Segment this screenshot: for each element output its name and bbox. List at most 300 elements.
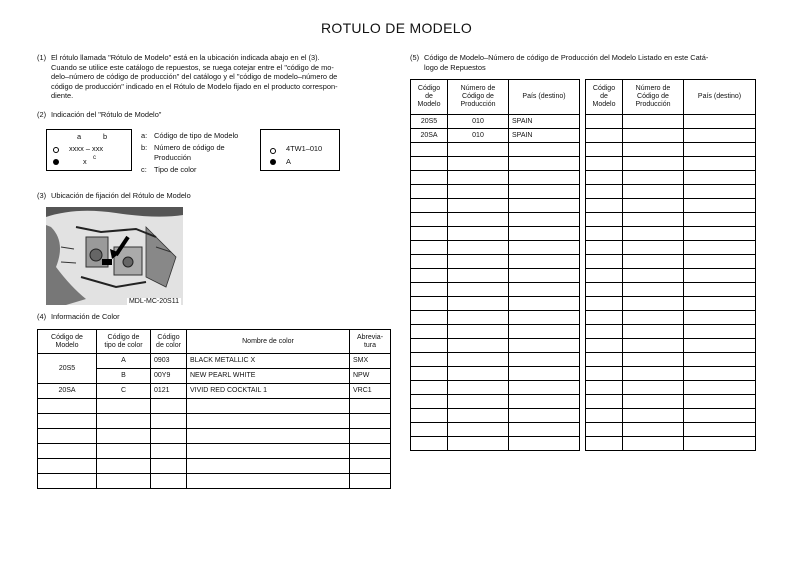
empty-row: [38, 444, 391, 459]
motorcycle-frame-illustration: [46, 207, 183, 305]
empty-cell: [623, 409, 684, 423]
empty-cell: [411, 269, 448, 283]
empty-row: [586, 185, 756, 199]
empty-cell: [509, 437, 580, 451]
empty-row: [411, 395, 580, 409]
empty-cell: [684, 423, 756, 437]
table-header-row: [586, 80, 756, 115]
empty-cell: [448, 409, 509, 423]
cell-name: NEW PEARL WHITE: [187, 369, 350, 384]
empty-cell: [586, 367, 623, 381]
cell-abbr: SMX: [350, 354, 391, 369]
empty-cell: [411, 423, 448, 437]
empty-cell: [448, 171, 509, 185]
empty-cell: [623, 437, 684, 451]
filled-circle-icon: [270, 159, 276, 165]
cell-country: SPAIN: [509, 115, 580, 129]
empty-cell: [586, 297, 623, 311]
empty-cell: [623, 381, 684, 395]
cell-model: 20SA: [38, 384, 97, 399]
model-label-marker: [102, 259, 112, 265]
empty-cell: [509, 409, 580, 423]
production-left-empty-rows: [411, 143, 580, 451]
empty-cell: [684, 157, 756, 171]
empty-cell: [448, 367, 509, 381]
empty-cell: [411, 367, 448, 381]
empty-cell: [448, 353, 509, 367]
empty-cell: [623, 269, 684, 283]
empty-cell: [586, 353, 623, 367]
label-legend: [141, 131, 261, 177]
cell-model: 20S5: [38, 354, 97, 384]
empty-cell: [38, 459, 97, 474]
header-model-code: Código de Modelo: [586, 80, 623, 115]
empty-row: [411, 185, 580, 199]
empty-cell: [684, 325, 756, 339]
empty-cell: [448, 255, 509, 269]
empty-cell: [38, 444, 97, 459]
empty-cell: [509, 255, 580, 269]
empty-cell: [586, 199, 623, 213]
empty-cell: [411, 227, 448, 241]
empty-cell: [97, 459, 151, 474]
empty-cell: [448, 143, 509, 157]
empty-cell: [448, 283, 509, 297]
empty-cell: [684, 143, 756, 157]
empty-cell: [623, 325, 684, 339]
empty-cell: [684, 129, 756, 143]
empty-row: [586, 423, 756, 437]
section-2-heading: Indicación del "Rótulo de Modelo": [51, 110, 162, 119]
empty-cell: [684, 297, 756, 311]
empty-cell: [411, 409, 448, 423]
empty-row: [411, 367, 580, 381]
table-header-row: [411, 80, 580, 115]
empty-row: [411, 269, 580, 283]
empty-row: [586, 199, 756, 213]
empty-cell: [684, 213, 756, 227]
cell-model: 20SA: [411, 129, 448, 143]
empty-cell: [623, 283, 684, 297]
section-1-number: (1): [37, 53, 47, 62]
empty-cell: [448, 381, 509, 395]
empty-cell: [38, 429, 97, 444]
empty-cell: [684, 115, 756, 129]
empty-row: [586, 255, 756, 269]
empty-cell: [586, 437, 623, 451]
empty-cell: [509, 395, 580, 409]
section-5-number: (5): [410, 53, 420, 62]
image-caption: MDL-MC-20S11: [128, 298, 179, 305]
empty-cell: [411, 199, 448, 213]
section-2: [37, 110, 382, 120]
empty-cell: [586, 241, 623, 255]
empty-row: [411, 437, 580, 451]
empty-cell: [97, 444, 151, 459]
empty-cell: [151, 459, 187, 474]
empty-cell: [187, 399, 350, 414]
empty-row: [586, 269, 756, 283]
empty-cell: [509, 381, 580, 395]
header-color-name: Nombre de color: [187, 330, 350, 354]
empty-row: [586, 367, 756, 381]
empty-cell: [411, 339, 448, 353]
empty-cell: [38, 474, 97, 489]
production-right-empty-rows: [586, 115, 756, 451]
empty-cell: [623, 367, 684, 381]
label-example-box: [260, 129, 340, 171]
empty-cell: [684, 353, 756, 367]
empty-cell: [623, 129, 684, 143]
empty-cell: [448, 227, 509, 241]
empty-cell: [509, 157, 580, 171]
empty-cell: [411, 325, 448, 339]
cell-type: A: [97, 354, 151, 369]
header-model-code: Código de Modelo: [38, 330, 97, 354]
empty-cell: [187, 474, 350, 489]
open-circle-icon: [53, 147, 59, 153]
empty-cell: [623, 227, 684, 241]
empty-row: [411, 227, 580, 241]
table-row: [411, 129, 580, 143]
empty-cell: [448, 311, 509, 325]
empty-cell: [684, 395, 756, 409]
label-format-box: [46, 129, 132, 171]
empty-cell: [151, 474, 187, 489]
empty-cell: [448, 185, 509, 199]
empty-cell: [509, 227, 580, 241]
empty-row: [411, 353, 580, 367]
header-abbreviation: Abrevia- tura: [350, 330, 391, 354]
empty-row: [38, 459, 391, 474]
section-2-number: (2): [37, 110, 47, 119]
empty-cell: [586, 395, 623, 409]
empty-row: [411, 171, 580, 185]
empty-cell: [509, 241, 580, 255]
empty-cell: [586, 283, 623, 297]
empty-cell: [623, 143, 684, 157]
empty-row: [411, 255, 580, 269]
empty-cell: [187, 414, 350, 429]
legend-key-c: c:: [141, 165, 147, 174]
empty-cell: [623, 255, 684, 269]
empty-cell: [411, 353, 448, 367]
empty-cell: [151, 444, 187, 459]
empty-cell: [623, 395, 684, 409]
empty-row: [586, 115, 756, 129]
empty-cell: [684, 339, 756, 353]
empty-cell: [509, 367, 580, 381]
empty-row: [586, 409, 756, 423]
empty-cell: [411, 171, 448, 185]
empty-cell: [509, 199, 580, 213]
empty-cell: [97, 399, 151, 414]
empty-cell: [38, 399, 97, 414]
empty-row: [411, 157, 580, 171]
empty-cell: [684, 171, 756, 185]
cell-abbr: NPW: [350, 369, 391, 384]
empty-cell: [684, 409, 756, 423]
section-4-heading: Información de Color: [51, 312, 120, 321]
empty-cell: [187, 459, 350, 474]
section-4: [37, 312, 382, 322]
empty-cell: [586, 213, 623, 227]
empty-cell: [350, 399, 391, 414]
legend-text-a: Código de tipo de Modelo: [154, 131, 239, 140]
empty-cell: [684, 185, 756, 199]
empty-row: [411, 199, 580, 213]
empty-cell: [97, 414, 151, 429]
empty-cell: [586, 157, 623, 171]
color-info-table: [37, 329, 391, 489]
legend-item-c: [141, 165, 261, 177]
empty-cell: [623, 241, 684, 255]
section-3: [37, 191, 382, 201]
empty-row: [411, 423, 580, 437]
empty-cell: [448, 423, 509, 437]
empty-cell: [684, 199, 756, 213]
open-circle-icon: [270, 148, 276, 154]
empty-row: [586, 283, 756, 297]
header-color-type-code: Código de tipo de color: [97, 330, 151, 354]
empty-cell: [623, 297, 684, 311]
empty-cell: [623, 213, 684, 227]
cell-abbr: VRC1: [350, 384, 391, 399]
cell-code: 00Y9: [151, 369, 187, 384]
empty-cell: [411, 381, 448, 395]
empty-cell: [411, 213, 448, 227]
empty-row: [38, 429, 391, 444]
empty-cell: [448, 213, 509, 227]
empty-cell: [509, 339, 580, 353]
empty-row: [586, 213, 756, 227]
empty-cell: [350, 444, 391, 459]
section-1-text: El rótulo llamada "Rótulo de Modelo" está en la ubicación indicada abajo en el (3). Cuando se utilice este catálogo de repuestos, se ruega cotejar entre el "código de mo- delo–número de código de producción" del catálogo y el "código de modelo–número de código de producción" indicado en el Rótulo de Modelo fijado en el producto correspon- diente.: [51, 53, 338, 101]
empty-cell: [350, 474, 391, 489]
legend-key-b: b:: [141, 143, 148, 152]
empty-cell: [350, 459, 391, 474]
empty-cell: [411, 297, 448, 311]
cell-type: B: [97, 369, 151, 384]
legend-text-b: Número de código de Producción: [154, 143, 225, 162]
production-table-right: [585, 79, 756, 451]
empty-cell: [411, 437, 448, 451]
cell-model: 20S5: [411, 115, 448, 129]
empty-row: [411, 143, 580, 157]
empty-row: [586, 339, 756, 353]
empty-cell: [448, 269, 509, 283]
empty-cell: [411, 311, 448, 325]
header-production-code: Número de Código de Producción: [623, 80, 684, 115]
cell-code: 0903: [151, 354, 187, 369]
label-format-line2: x: [83, 157, 87, 166]
empty-cell: [448, 199, 509, 213]
empty-cell: [684, 311, 756, 325]
color-empty-rows: [38, 399, 391, 489]
empty-row: [586, 297, 756, 311]
empty-row: [586, 129, 756, 143]
empty-cell: [509, 143, 580, 157]
empty-cell: [586, 129, 623, 143]
legend-item-a: [141, 131, 261, 143]
section-4-number: (4): [37, 312, 47, 321]
empty-cell: [623, 311, 684, 325]
cell-production: 010: [448, 115, 509, 129]
empty-cell: [448, 157, 509, 171]
empty-row: [586, 157, 756, 171]
empty-cell: [411, 157, 448, 171]
empty-cell: [684, 269, 756, 283]
empty-row: [411, 297, 580, 311]
empty-cell: [586, 269, 623, 283]
empty-cell: [586, 227, 623, 241]
empty-cell: [187, 429, 350, 444]
cell-production: 010: [448, 129, 509, 143]
empty-cell: [187, 444, 350, 459]
empty-cell: [586, 423, 623, 437]
empty-row: [586, 227, 756, 241]
empty-cell: [509, 325, 580, 339]
empty-cell: [586, 185, 623, 199]
empty-cell: [411, 241, 448, 255]
legend-item-b: [141, 143, 261, 165]
header-production-code: Número de Código de Producción: [448, 80, 509, 115]
label-example-line2: A: [286, 157, 291, 166]
empty-cell: [623, 185, 684, 199]
empty-row: [411, 311, 580, 325]
empty-cell: [684, 437, 756, 451]
section-3-number: (3): [37, 191, 47, 200]
header-model-code: Código de Modelo: [411, 80, 448, 115]
empty-row: [586, 381, 756, 395]
cell-name: VIVID RED COCKTAIL 1: [187, 384, 350, 399]
empty-cell: [509, 213, 580, 227]
table-header-row: [38, 330, 391, 354]
empty-row: [411, 325, 580, 339]
empty-cell: [151, 429, 187, 444]
empty-cell: [509, 311, 580, 325]
label-b: b: [103, 132, 108, 141]
empty-cell: [684, 255, 756, 269]
production-table-left: [410, 79, 580, 451]
empty-cell: [509, 423, 580, 437]
empty-row: [586, 241, 756, 255]
empty-cell: [411, 395, 448, 409]
empty-cell: [623, 157, 684, 171]
empty-cell: [350, 414, 391, 429]
empty-cell: [448, 241, 509, 255]
empty-cell: [411, 143, 448, 157]
header-color-code: Código de color: [151, 330, 187, 354]
empty-cell: [586, 325, 623, 339]
empty-cell: [151, 399, 187, 414]
empty-cell: [350, 429, 391, 444]
table-row: [38, 354, 391, 369]
empty-cell: [586, 171, 623, 185]
empty-cell: [586, 381, 623, 395]
legend-text-c: Tipo de color: [154, 165, 197, 174]
label-format-line1: xxxx – xxx: [69, 144, 104, 153]
empty-row: [586, 353, 756, 367]
empty-cell: [97, 429, 151, 444]
empty-cell: [623, 339, 684, 353]
empty-row: [38, 414, 391, 429]
filled-circle-icon: [53, 159, 59, 165]
label-example-line1: 4TW1–010: [286, 144, 323, 153]
empty-cell: [684, 227, 756, 241]
empty-cell: [586, 409, 623, 423]
empty-cell: [38, 414, 97, 429]
empty-cell: [509, 297, 580, 311]
empty-cell: [97, 474, 151, 489]
empty-row: [411, 241, 580, 255]
empty-row: [586, 325, 756, 339]
legend-key-a: a:: [141, 131, 148, 140]
empty-cell: [509, 353, 580, 367]
cell-name: BLACK METALLIC X: [187, 354, 350, 369]
empty-cell: [411, 283, 448, 297]
empty-cell: [509, 171, 580, 185]
empty-cell: [623, 199, 684, 213]
label-a: a: [77, 132, 82, 141]
empty-cell: [448, 437, 509, 451]
cell-code: 0121: [151, 384, 187, 399]
empty-cell: [586, 311, 623, 325]
empty-cell: [411, 185, 448, 199]
empty-cell: [509, 185, 580, 199]
label-c: c: [93, 155, 96, 161]
page-title: ROTULO DE MODELO: [320, 20, 473, 36]
cell-type: C: [97, 384, 151, 399]
empty-cell: [586, 115, 623, 129]
empty-row: [586, 143, 756, 157]
header-country: País (destino): [684, 80, 756, 115]
empty-cell: [684, 381, 756, 395]
empty-cell: [586, 255, 623, 269]
empty-row: [586, 171, 756, 185]
section-5: [410, 53, 755, 72]
empty-cell: [448, 395, 509, 409]
section-1: [37, 53, 382, 101]
table-row: [411, 115, 580, 129]
empty-cell: [586, 143, 623, 157]
section-5-heading: Código de Modelo–Número de código de Producción del Modelo Listado en este Catá- logo de Repuestos: [424, 53, 709, 72]
empty-row: [411, 339, 580, 353]
empty-cell: [684, 241, 756, 255]
empty-cell: [684, 283, 756, 297]
empty-cell: [684, 367, 756, 381]
empty-cell: [448, 297, 509, 311]
empty-cell: [448, 325, 509, 339]
empty-cell: [509, 269, 580, 283]
header-country: País (destino): [509, 80, 580, 115]
empty-row: [411, 213, 580, 227]
empty-cell: [623, 423, 684, 437]
empty-cell: [411, 255, 448, 269]
empty-cell: [623, 171, 684, 185]
empty-cell: [509, 283, 580, 297]
location-photo: [46, 207, 183, 305]
table-row: [38, 384, 391, 399]
empty-row: [586, 395, 756, 409]
empty-cell: [448, 339, 509, 353]
section-3-heading: Ubicación de fijación del Rótulo de Modelo: [51, 191, 191, 200]
empty-row: [586, 311, 756, 325]
empty-cell: [151, 414, 187, 429]
empty-row: [411, 381, 580, 395]
empty-row: [38, 399, 391, 414]
empty-cell: [623, 115, 684, 129]
